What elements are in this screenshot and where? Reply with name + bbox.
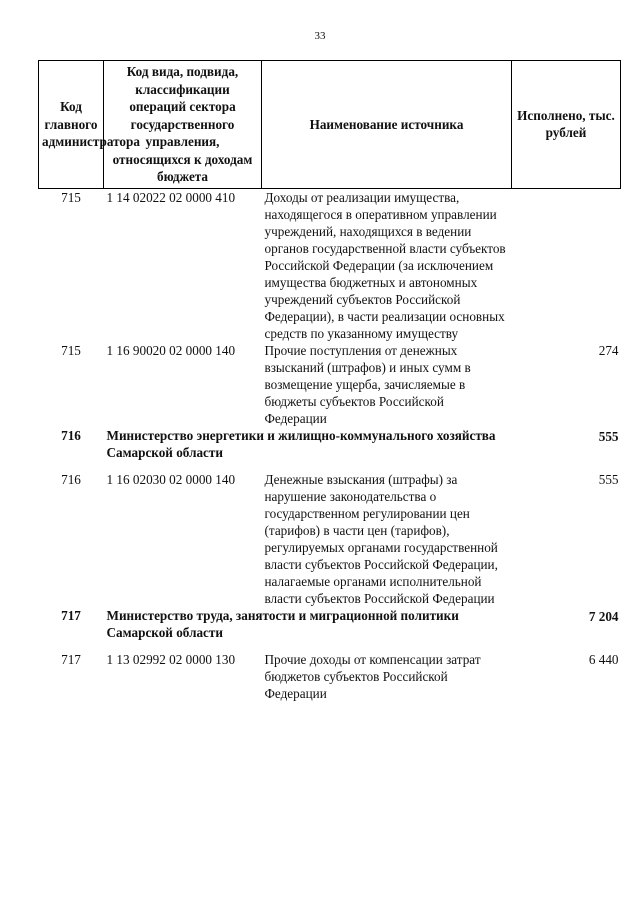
amount-cell: 274 bbox=[598, 342, 619, 358]
amount-cell: 6 440 bbox=[588, 651, 619, 667]
table-row bbox=[39, 641, 621, 702]
amount-cell: 555 bbox=[598, 428, 619, 444]
classification-code-cell: 1 14 02022 02 0000 410 bbox=[106, 189, 236, 205]
table-row bbox=[39, 461, 621, 607]
source-name-cell: Прочие доходы от компенсации затрат бюджетов субъектов Российской Федерации bbox=[264, 651, 481, 701]
table-row bbox=[39, 342, 621, 427]
table-header-row bbox=[39, 61, 621, 189]
header-executed-amount: Исполнено, тыс. рублей bbox=[512, 61, 621, 189]
source-name-cell: Доходы от реализации имущества, находящегося в оперативном управлении учреждений, находящихся в ведении органов государственной власти субъектов Российской Федерации (за исключением имущества бюджетных и автономных учреждений субъектов Российской Федерации), в части реализации основных средств по указанному имуществу bbox=[264, 189, 506, 341]
source-name-cell: Прочие поступления от денежных взысканий (штрафов) и иных сумм в возмещение ущерба, зачисляемые в бюджеты субъектов Российской Федерации bbox=[264, 342, 471, 426]
classification-code-cell: 1 16 02030 02 0000 140 bbox=[106, 471, 236, 487]
admin-code-cell: 715 bbox=[61, 189, 81, 205]
header-source-name: Наименование источника bbox=[262, 61, 512, 189]
table-row bbox=[39, 188, 621, 342]
header-admin-code: Код главного администратора bbox=[39, 61, 104, 189]
admin-code-cell: 717 bbox=[61, 651, 81, 667]
ministry-name-cell: Министерство энергетики и жилищно-коммунального хозяйства Самарской области bbox=[106, 427, 496, 460]
classification-code-cell: 1 13 02992 02 0000 130 bbox=[106, 651, 236, 667]
ministry-name-cell: Министерство труда, занятости и миграционной политики Самарской области bbox=[106, 607, 459, 640]
amount-cell: 555 bbox=[598, 471, 619, 487]
page-number: 33 bbox=[314, 30, 326, 42]
amount-cell bbox=[512, 188, 621, 342]
amount-cell: 7 204 bbox=[588, 608, 619, 624]
admin-code-cell: 716 bbox=[61, 427, 81, 443]
admin-code-cell: 715 bbox=[61, 342, 81, 358]
admin-code-cell: 716 bbox=[61, 471, 81, 487]
ministry-group-row bbox=[39, 607, 621, 641]
header-classification-code: Код вида, подвида, классификации операций сектора государственного управления, относящихся к доходам бюджета bbox=[104, 61, 262, 189]
admin-code-cell: 717 bbox=[61, 607, 81, 623]
revenue-table bbox=[38, 60, 621, 702]
source-name-cell: Денежные взыскания (штрафы) за нарушение законодательства о государственном регулировании цен (тарифов) в части цен (тарифов), регулируемых органами государственной власти субъектов Российской Федерации, налагаемые органами исполнительной власти субъектов Российской Федерации bbox=[264, 471, 498, 606]
classification-code-cell: 1 16 90020 02 0000 140 bbox=[106, 342, 236, 358]
ministry-group-row bbox=[39, 427, 621, 461]
